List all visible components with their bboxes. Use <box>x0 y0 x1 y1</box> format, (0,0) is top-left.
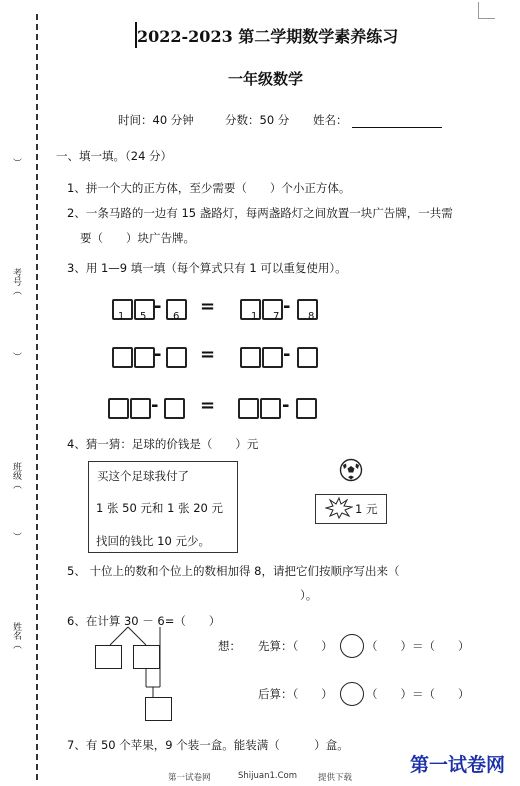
question-2-line2: 要（ ）块广告牌。 <box>80 231 195 245</box>
burst-icon <box>325 497 353 519</box>
digit-value: 5 <box>140 311 147 322</box>
question-5-line1: 5、 十位上的数和个位上的数相加得 8，请把它们按顺序写出来（ <box>67 564 400 578</box>
page-subtitle: 一年级数学 <box>228 70 304 88</box>
margin-name-label: 姓名（ <box>11 622 21 649</box>
first-step-label: 先算：（ ） <box>258 639 333 653</box>
think-label: 想： <box>218 639 241 653</box>
margin-paren-2: ） <box>11 352 21 361</box>
split-box-right[interactable] <box>133 645 160 669</box>
score-label: 分数：50 分 <box>225 113 290 127</box>
digit-value: 1 <box>118 311 125 322</box>
then-step-label: 后算：（ ） <box>258 687 333 701</box>
question-1: 1、拼一个大的正方体，至少需要（ ）个小正方体。 <box>67 181 351 195</box>
margin-class-label: 班级（ <box>11 462 21 489</box>
digit-box[interactable] <box>164 398 185 419</box>
clue-line-2: 1 张 50 元和 1 张 20 元 <box>96 501 223 515</box>
question-2-line1: 2、一条马路的一边有 15 盏路灯，每两盏路灯之间放置一块广告牌，一共需 <box>67 206 453 220</box>
split-box-left[interactable] <box>95 645 122 669</box>
operator-circle[interactable] <box>340 682 364 706</box>
time-label: 时间：40 分钟 <box>118 113 194 127</box>
digit-value: 7 <box>273 311 280 322</box>
split-box-bottom[interactable] <box>145 697 172 721</box>
section-heading: 一、填一填。（24 分） <box>56 149 173 163</box>
digit-box[interactable] <box>112 347 133 368</box>
equals-sign: = <box>200 296 216 317</box>
digit-box[interactable] <box>108 398 129 419</box>
footer-site-cn: 第一试卷网 <box>168 773 211 783</box>
page-corner-mark <box>478 2 495 19</box>
digit-value: 6 <box>173 311 180 322</box>
footer-download: 提供下载 <box>318 773 353 783</box>
digit-box[interactable] <box>134 347 155 368</box>
minus-sign: - <box>283 344 291 365</box>
digit-box[interactable] <box>296 398 317 419</box>
question-3: 3、用 1—9 填一填（每个算式只有 1 可以重复使用）。 <box>67 261 347 275</box>
digit-value: 1 <box>251 311 258 322</box>
operator-circle[interactable] <box>340 634 364 658</box>
minus-sign: - <box>154 296 162 317</box>
question-4: 4、猜一猜：足球的价钱是（ ）元 <box>67 437 259 451</box>
binding-line <box>36 14 38 780</box>
minus-sign: - <box>283 296 291 317</box>
question-7: 7、有 50 个苹果，9 个装一盒。能装满（ ）盒。 <box>67 738 349 752</box>
soccer-ball-icon <box>339 458 363 482</box>
page-title: 2022-2023 第二学期数学素养练习 <box>137 27 399 46</box>
equals-sign: = <box>200 395 216 416</box>
minus-sign: - <box>151 395 159 416</box>
money-note-value: 1 元 <box>355 502 378 516</box>
minus-sign: - <box>282 395 290 416</box>
clue-line-1: 买这个足球我付了 <box>97 469 189 483</box>
digit-box[interactable] <box>130 398 151 419</box>
margin-exam-number-label: 考号（ <box>11 268 21 295</box>
footer-site-en: Shijuan1.Com <box>238 771 298 781</box>
digit-box[interactable] <box>238 398 259 419</box>
then-step-result: （ ）＝（ ） <box>366 687 470 701</box>
margin-paren-1: ） <box>11 158 21 167</box>
clue-line-3: 找回的钱比 10 元少。 <box>96 534 210 548</box>
question-5-line2: ）。 <box>300 588 318 602</box>
digit-box[interactable] <box>297 347 318 368</box>
question-6: 6、在计算 30 － 6=（ ） <box>67 614 221 628</box>
equals-sign: = <box>200 344 216 365</box>
margin-paren-3: ） <box>11 532 21 541</box>
watermark-logo: 第一试卷网 <box>410 754 506 776</box>
name-label: 姓名： <box>313 113 348 127</box>
digit-value: 8 <box>308 311 315 322</box>
minus-sign: - <box>154 344 162 365</box>
digit-box[interactable] <box>166 347 187 368</box>
first-step-result: （ ）＝（ ） <box>366 639 470 653</box>
digit-box[interactable] <box>240 347 261 368</box>
digit-box[interactable] <box>262 347 283 368</box>
name-blank[interactable] <box>352 127 442 128</box>
digit-box[interactable] <box>260 398 281 419</box>
